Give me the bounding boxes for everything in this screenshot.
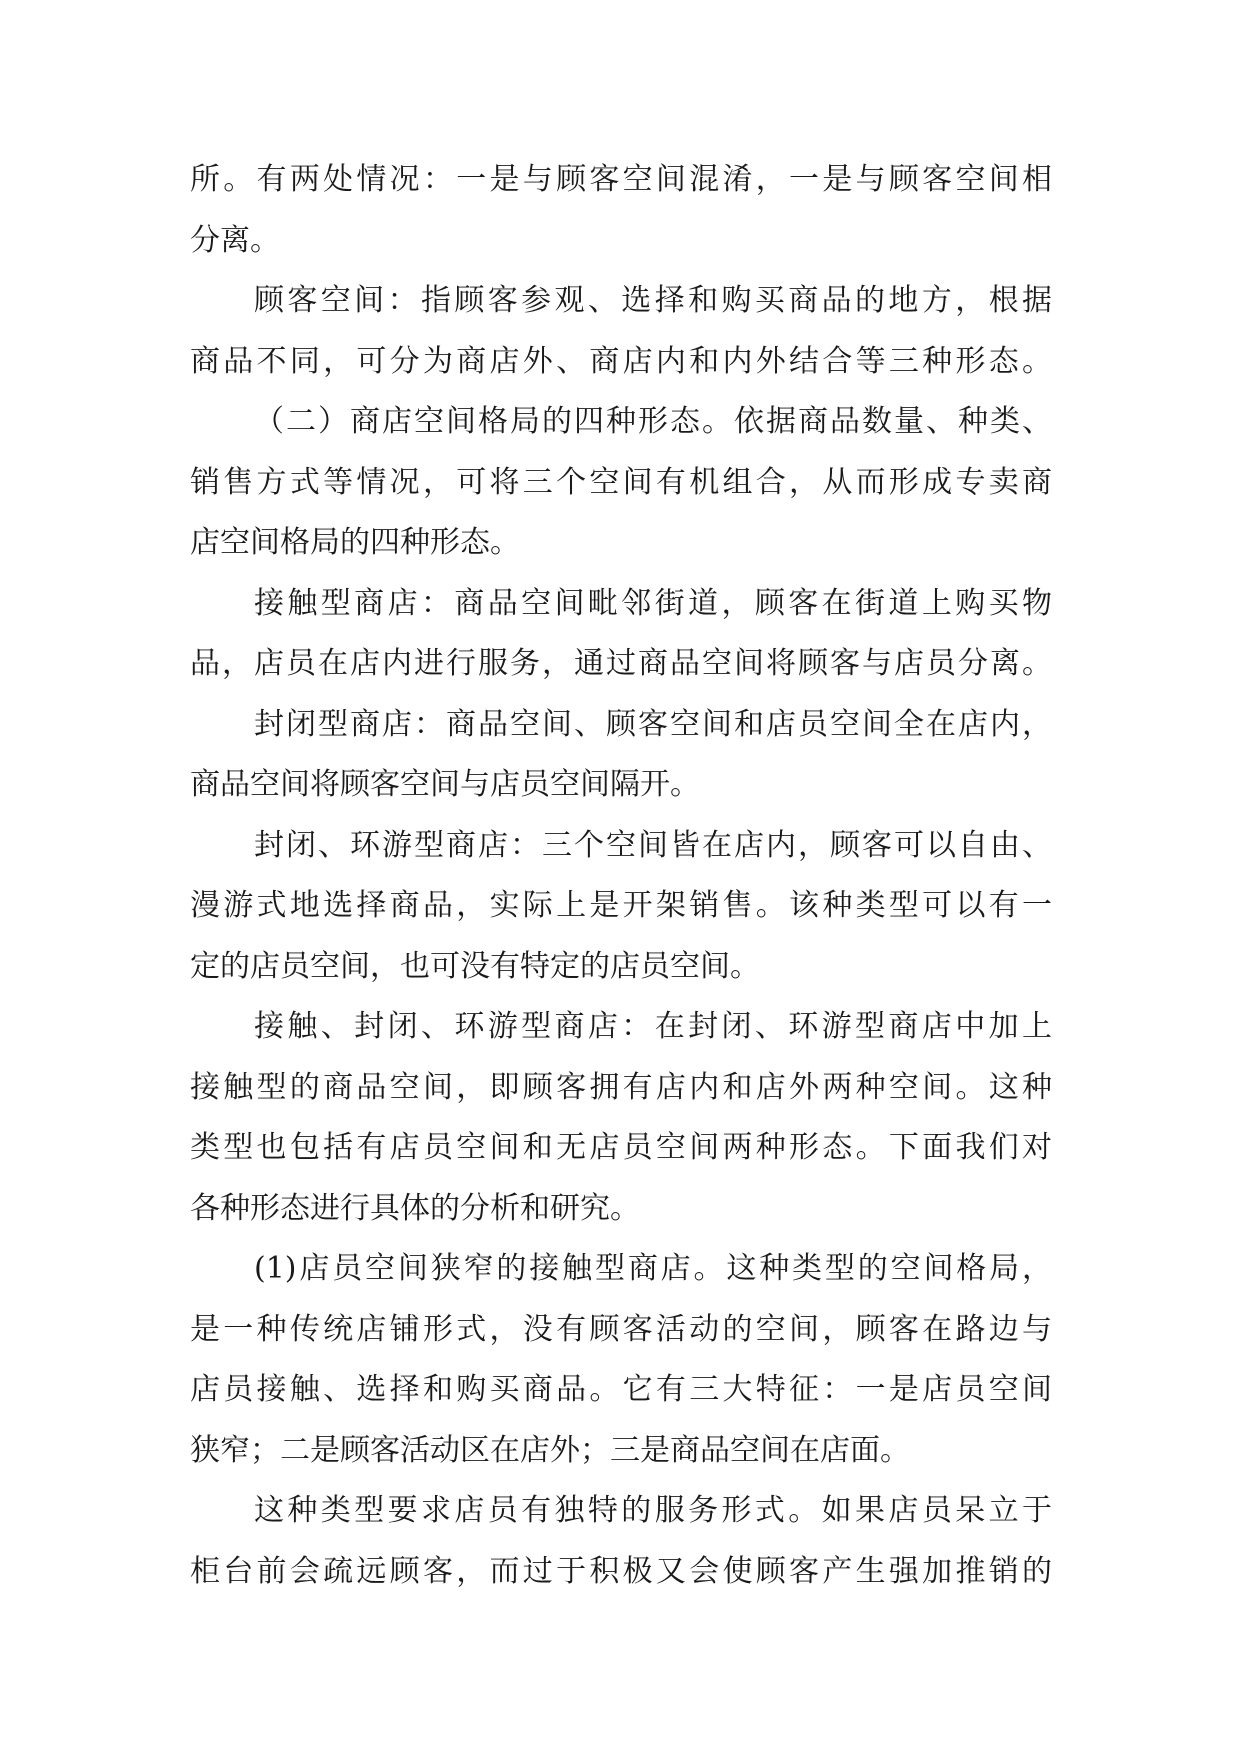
text-line: 品，店员在店内进行服务，通过商品空间将顾客与店员分离。	[190, 646, 1052, 681]
text-line: 类型也包括有店员空间和无店员空间两种形态。下面我们对	[190, 1130, 1052, 1165]
text-line: 是一种传统店铺形式，没有顾客活动的空间，顾客在路边与	[190, 1311, 1052, 1347]
text-line: 接触型商店：商品空间毗邻街道，顾客在街道上购买物	[254, 585, 1052, 621]
text-line: 漫游式地选择商品，实际上是开架销售。该种类型可以有一	[190, 888, 1052, 923]
text-line: 接触型的商品空间，即顾客拥有店内和店外两种空间。这种	[190, 1069, 1052, 1105]
text-line: 柜台前会疏远顾客，而过于积极又会使顾客产生强加推销的	[190, 1553, 1052, 1589]
text-line: 销售方式等情况，可将三个空间有机组合，从而形成专卖商	[190, 464, 1052, 500]
text-line: 各种形态进行具体的分析和研究。	[190, 1190, 640, 1226]
text-line: 商品空间将顾客空间与店员空间隔开。	[190, 767, 700, 802]
text-line: 狭窄；二是顾客活动区在店外；三是商品空间在店面。	[190, 1432, 910, 1468]
text-line: 顾客空间：指顾客参观、选择和购买商品的地方，根据	[254, 283, 1052, 318]
text-line: 接触、封闭、环游型商店：在封闭、环游型商店中加上	[254, 1009, 1052, 1044]
text-line: 店空间格局的四种形态。	[190, 525, 520, 560]
body-text	[190, 150, 1052, 1602]
text-line: 封闭、环游型商店：三个空间皆在店内，顾客可以自由、	[254, 827, 1052, 863]
text-line: 商品不同，可分为商店外、商店内和内外结合等三种形态。	[190, 343, 1052, 379]
text-line: 这种类型要求店员有独特的服务形式。如果店员呆立于	[254, 1493, 1052, 1528]
text-line: 店员接触、选择和购买商品。它有三大特征：一是店员空间	[190, 1372, 1052, 1407]
text-line: 分离。	[190, 222, 280, 258]
text-line: 所。有两处情况：一是与顾客空间混淆，一是与顾客空间相	[190, 162, 1052, 197]
text-line: （二）商店空间格局的四种形态。依据商品数量、种类、	[254, 404, 1052, 439]
text-line: 封闭型商店：商品空间、顾客空间和店员空间全在店内，	[254, 706, 1052, 742]
text-line: (1)店员空间狭窄的接触型商店。这种类型的空间格局，	[254, 1251, 1052, 1286]
text-line: 定的店员空间，也可没有特定的店员空间。	[190, 948, 760, 984]
